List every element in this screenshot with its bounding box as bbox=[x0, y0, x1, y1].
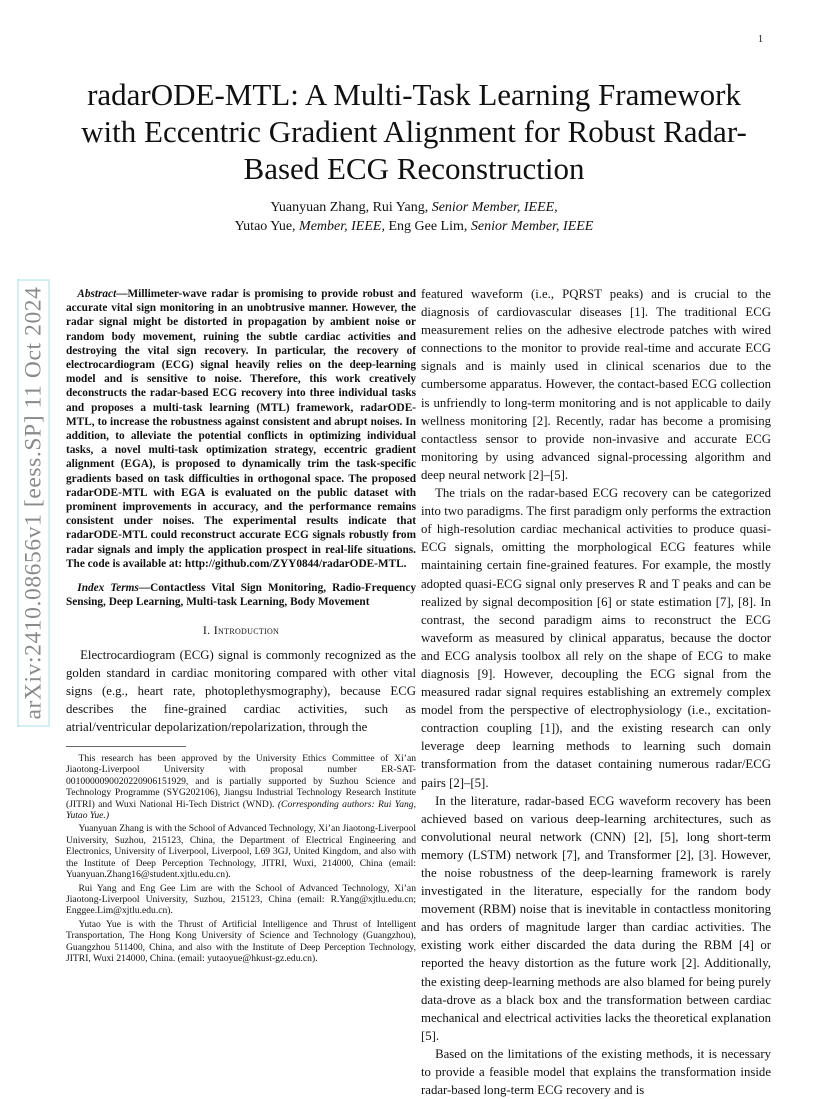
author-name-lim: Eng Gee Lim, bbox=[388, 219, 468, 234]
author-names-1: Yuanyuan Zhang, Rui Yang, bbox=[270, 200, 429, 215]
index-terms bbox=[66, 581, 416, 609]
right-paragraph-3: In the literature, radar-based ECG waveform recovery has been achieved based on various deep-learning architectures, such as convolutional neural network (CNN) [2], [5], long short-term memory (LSTM) network [7], and Transformer [2], [3]. However, the noise robustness of the deep-learning framework is rarely investigated in the literature, especially for the random body movement (RBM) noise that is inevitable in contactless monitoring and has orders of magnitude larger than cardiac activities. The existing work either discarded the data during the RBM [4] or reported the heavy distortion as the future work [2]. Additionally, the existing deep-learning methods are also blamed for being purely data-drove as a black box and the transformation between cardiac mechanical and electrical activities lacks the theoretical explanation [5]. bbox=[421, 793, 771, 1043]
author-affil-1: Senior Member, IEEE, bbox=[431, 200, 558, 215]
page-number: 1 bbox=[758, 34, 763, 45]
index-terms-label: Index Terms bbox=[77, 582, 139, 595]
author-affil-lim: Senior Member, IEEE bbox=[470, 219, 594, 234]
footnote-yue: Yutao Yue is with the Thrust of Artificial Intelligence and Thrust of Intelligent Transportation, The Hong Kong University of Science and Technology (Guangzhou), Guangzhou 511400, China, and also with the Institute of Deep Perception Technology, JITRI, Wuxi 214000, China. (email: yutaoyue@hkust-gz.edu.cn). bbox=[66, 918, 416, 964]
abstract bbox=[66, 287, 416, 571]
author-block bbox=[80, 198, 748, 236]
index-terms-text: —Contactless Vital Sign Monitoring, Radio-Frequency Sensing, Deep Learning, Multi-task Learning, Body Movement bbox=[66, 582, 416, 609]
author-line-2 bbox=[80, 217, 748, 236]
author-affil-yue: Member, IEEE, bbox=[299, 219, 385, 234]
footnote-funding bbox=[66, 753, 416, 821]
section-heading-introduction bbox=[66, 621, 416, 639]
intro-paragraph-1: Electrocardiogram (ECG) signal is commonly recognized as the golden standard in cardiac monitoring compared with other vital signs (e.g., heart rate, photoplethysmography), because ECG describes the fine-grained cardiac activities, such as atrial/ventricular depolarization/repolarization, through the bbox=[66, 647, 416, 734]
right-paragraph-4: Based on the limitations of the existing methods, it is necessary to provide a feasible model that explains the transformation inside radar-based long-term ECG recovery and is bbox=[421, 1046, 771, 1098]
section-title: Introduction bbox=[213, 623, 280, 638]
arxiv-stamp bbox=[18, 258, 50, 748]
footnote-divider bbox=[66, 746, 186, 747]
abstract-text: —Millimeter-wave radar is promising to provide robust and accurate vital sign monitoring in an unobtrusive manner. However, the radar signal might be distorted in propagation by ambient noise or random body movement, ruining the subtle cardiac activities and destroying the vital sign recovery. In particular, the recovery of electrocardiogram (ECG) signal heavily relies on the deep-learning model and is sensitive to noise. Therefore, this work creatively deconstructs the radar-based ECG recovery into three individual tasks and proposes a multi-task learning (MTL) framework, radarODE-MTL, to increase the robustness against consistent and abrupt noises. In addition, to alleviate the potential conflicts in optimizing individual tasks, a novel multi-task optimization strategy, eccentric gradient alignment (EGA), is proposed to dynamically trim the task-specific gradients based on task difficulties in orthogonal space. The proposed radarODE-MTL with EGA is evaluated on the public dataset with prominent improvements in accuracy, and the performance remains consistent under noises. The experimental results indicate that radarODE-MTL could reconstruct accurate ECG signals robustly from radar signals and imply the application prospect in real-life situations. The code is available at: http://github.com/ZYY0844/radarODE-MTL. bbox=[66, 288, 416, 570]
footnote-yang-lim: Rui Yang and Eng Gee Lim are with the School of Advanced Technology, Xi’an Jiaotong-Liverpool University, Suzhou, 215123, China (email: R.Yang@xjtlu.edu.cn; Enggee.Lim@xjtlu.edu.cn). bbox=[66, 882, 416, 917]
arxiv-stamp-text: arXiv:2410.08656v1 [eess.SP] 11 Oct 2024 bbox=[18, 279, 50, 726]
paper-title: radarODE-MTL: A Multi-Task Learning Framework with Eccentric Gradient Alignment for Robust Radar-Based ECG Reconstruction bbox=[81, 77, 747, 186]
left-column bbox=[66, 287, 416, 966]
abstract-label: Abstract bbox=[77, 288, 117, 300]
footnote-funding-text: This research has been approved by the University Ethics Committee of Xi’an Jiaotong-Liverpool University with proposal number ER-SAT-0010000090020220906151929, and is partially supported by Suzhou Science and Technology Programme (SYG202106), Jiangsu Industrial Technology Research Institute (JITRI) and Wuxi National Hi-Tech District (WND). bbox=[66, 753, 416, 810]
footnote-corresponding: (Corresponding authors: Rui Yang, Yutao Yue.) bbox=[66, 798, 416, 822]
author-line-1 bbox=[80, 198, 748, 217]
right-paragraph-1: featured waveform (i.e., PQRST peaks) and is crucial to the diagnosis of cardiovascular diseases [1]. The traditional ECG measurement relies on the adhesive electrode patches with wired connections to the monitor to provide real-time and accurate ECG signals and is mainly used in clinical scenarios due to the cumbersome apparatus. However, the contact-based ECG collection is unfriendly to long-term monitoring and is not applicable to daily wellness monitoring [2]. Recently, radar has become a promising contactless sensor to provide non-invasive and accurate ECG monitoring by using advanced signal-processing algorithm and deep neural network [2]–[5]. bbox=[421, 287, 771, 482]
section-numeral: I. bbox=[202, 623, 214, 638]
right-paragraph-2: The trials on the radar-based ECG recovery can be categorized into two paradigms. The first paradigm only performs the extraction of high-resolution cardiac mechanical activities to produce quasi-ECG signals, omitting the morphological ECG features while maintaining certain fine-grained features. For example, the mostly adopted quasi-ECG signal only preserves R and T peaks and can be realized by signal decomposition [6] or state estimation [7], [8]. In contrast, the second paradigm aims to reconstruct the ECG waveform as measured by clinical apparatus, because the doctor and ECG analysis toolbox all rely on the shape of ECG to make diagnosis [9]. However, decoupling the ECG signal from the measured radar signal requires establishing an extremely complex model from the perspective of electrophysiology (i.e., excitation-contraction coupling [1]), and the existing research can only leverage deep learning methods to learning such domain transformation from the dataset containing numerous radar/ECG pairs [2]–[5]. bbox=[421, 486, 771, 790]
author-name-yue: Yutao Yue, bbox=[234, 219, 296, 234]
right-column bbox=[421, 285, 771, 1099]
footnote-zhang: Yuanyuan Zhang is with the School of Advanced Technology, Xi’an Jiaotong-Liverpool University, Suzhou, 215123, China, the Department of Electrical Engineering and Electronics, University of Liverpool, Liverpool, L69 3GJ, United Kingdom, and also with the Institute of Deep Perception Technology, JITRI, Wuxi, 214000, China (email: Yuanyuan.Zhang16@student.xjtlu.edu.cn). bbox=[66, 823, 416, 881]
